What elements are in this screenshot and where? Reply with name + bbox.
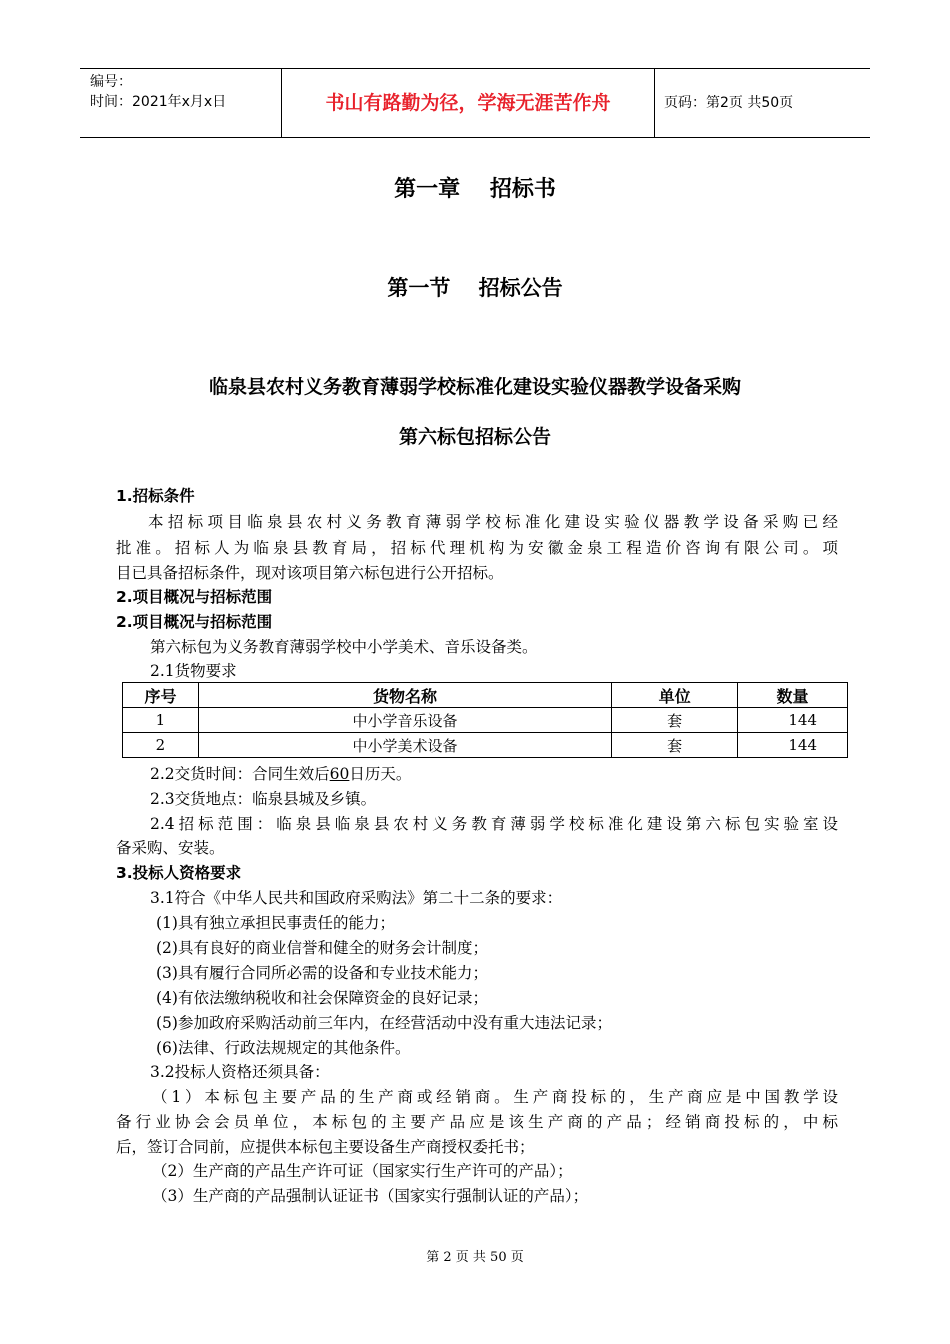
paragraph-line: 3.1符合《中华人民共和国政府采购法》第二十二条的要求： [150,889,563,907]
page-footer: 第 2 页 共 50 页 [426,1250,524,1265]
header-meta [80,69,280,137]
header-motto: 书山有路勤为径，学海无涯苦作舟 [325,92,611,114]
paragraph-line: 后，签订合同前，应提供本标包主要设备生产商授权委托书； [116,1138,535,1156]
cell-quantity: 144 [738,708,848,733]
table-header-row [123,683,848,708]
page-header [80,68,870,138]
paragraph-line: 本招标项目临泉县农村义务教育薄弱学校标准化建设实验仪器教学设备采购已经 [148,513,838,531]
list-item: (3)具有履行合同所必需的设备和专业技术能力； [156,964,488,982]
section-heading: 2.项目概况与招标范围 [116,613,273,631]
cell-name: 中小学美术设备 [198,733,611,758]
list-item: (6)法律、行政法规规定的其他条件。 [156,1039,411,1057]
chapter-title: 第一章 招标书 [394,177,556,202]
delivery-time-suffix: 日历天。 [349,765,412,783]
cell-index: 2 [123,733,199,758]
cell-unit: 套 [612,708,738,733]
notice-title-line2: 第六标包招标公告 [398,426,551,448]
header-number: 编号： [90,74,132,90]
column-header-index: 序号 [123,683,199,708]
section-heading: 1.招标条件 [116,487,195,505]
list-item: (4)有依法缴纳税收和社会保障资金的良好记录； [156,989,488,1007]
section-title: 第一节 招标公告 [387,276,563,300]
paragraph-line: （2）生产商的产品生产许可证（国家实行生产许可的产品）； [152,1162,573,1180]
paragraph-line [150,762,880,787]
paragraph-line: 目已具备招标条件，现对该项目第六标包进行公开招标。 [116,564,504,582]
paragraph-line: 批准。招标人为临泉县教育局，招标代理机构为安徽金泉工程造价咨询有限公司。项 [116,539,838,557]
goods-table [122,682,848,758]
section-heading: 2.项目概况与招标范围 [116,588,273,606]
paragraph-line: 2.4招标范围：临泉县临泉县农村义务教育薄弱学校标准化建设第六标包实验室设 [150,815,838,833]
column-header-quantity: 数量 [738,683,848,708]
delivery-time-label: 2.2交货时间：合同生效后 [150,765,330,783]
table-row [123,733,848,758]
paragraph-line: 2.3交货地点：临泉县城及乡镇。 [150,790,377,808]
subsection-label: 2.1货物要求 [150,662,237,680]
paragraph-line: 备行业协会会员单位，本标包的主要产品应是该生产商的产品；经销商投标的，中标 [116,1113,838,1131]
paragraph-line: 3.2投标人资格还须具备： [150,1063,330,1081]
delivery-days: 60 [329,765,350,783]
column-header-unit: 单位 [612,683,738,708]
notice-title-line1: 临泉县农村义务教育薄弱学校标准化建设实验仪器教学设备采购 [208,376,741,398]
cell-name: 中小学音乐设备 [198,708,611,733]
list-item: (5)参加政府采购活动前三年内，在经营活动中没有重大违法记录； [156,1014,612,1032]
cell-index: 1 [123,708,199,733]
paragraph-line: 第六标包为义务教育薄弱学校中小学美术、音乐设备类。 [150,638,538,656]
header-page-number: 页码：第2页 共50页 [664,95,794,111]
section-heading: 3.投标人资格要求 [116,864,242,882]
paragraph-line: 备采购、安装。 [116,839,225,857]
cell-quantity: 144 [738,733,848,758]
column-header-name: 货物名称 [198,683,611,708]
header-divider [654,69,655,137]
paragraph-line: （1）本标包主要产品的生产商或经销商。生产商投标的，生产商应是中国教学设 [152,1088,838,1106]
cell-unit: 套 [612,733,738,758]
header-date: 时间：2021年x月x日 [90,94,227,110]
list-item: (1)具有独立承担民事责任的能力； [156,914,395,932]
table-row [123,708,848,733]
list-item: (2)具有良好的商业信誉和健全的财务会计制度； [156,939,488,957]
paragraph-line: （3）生产商的产品强制认证证书（国家实行强制认证的产品）； [152,1187,589,1205]
